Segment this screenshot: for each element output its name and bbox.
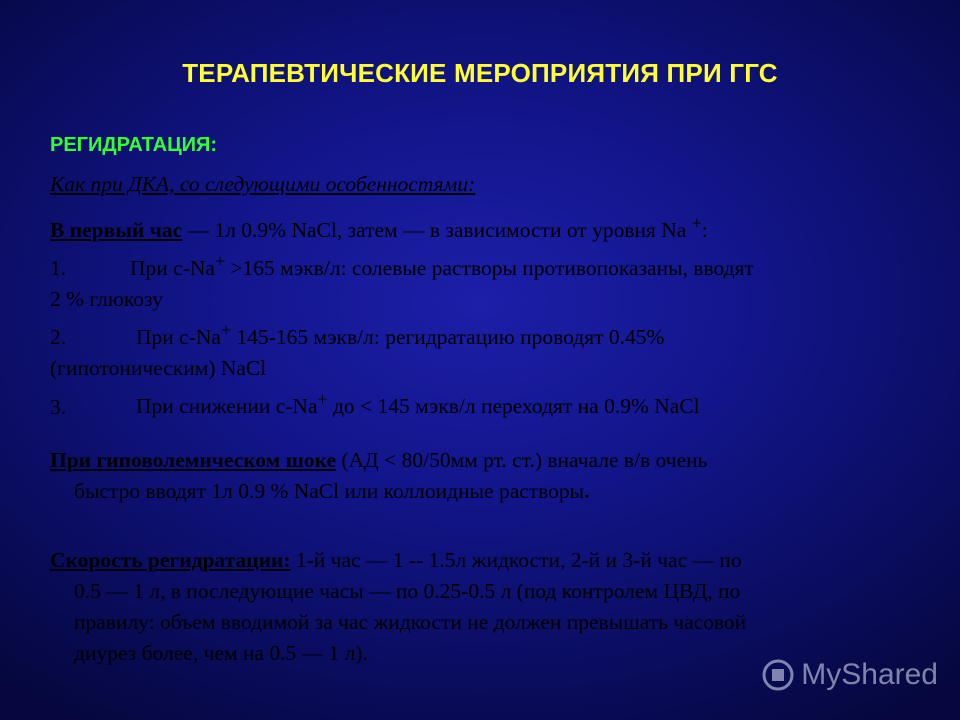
list-item-post: 145-165 мэкв/л: регидратацию проводят 0.45% bbox=[231, 325, 665, 350]
list-item-2 bbox=[50, 315, 930, 353]
slide-content bbox=[50, 122, 930, 669]
spacer bbox=[50, 507, 930, 545]
list-item-pre: При снижении с-Na bbox=[136, 394, 318, 419]
list-item-1 bbox=[50, 246, 930, 284]
shock-text-1: (АД < 80/50мм рт. ст.) вначале в/в очень bbox=[336, 447, 708, 472]
rate-line-2: 0.5 — 1 л, в последующие часы — по 0.25-0.5 л (под контролем ЦВД, по bbox=[74, 578, 741, 603]
shock-line-1 bbox=[50, 445, 930, 476]
list-item-pre: При с-Na bbox=[130, 256, 215, 281]
list-item-sup: + bbox=[317, 389, 328, 410]
first-hour-text: — 1л 0.9% NaCl, затем — в зависимости от уровня Na bbox=[182, 218, 692, 243]
list-item-sup: + bbox=[220, 320, 232, 341]
shock-dot: . bbox=[584, 478, 590, 503]
list-item-1-cont: 2 % глюкозу bbox=[50, 287, 163, 312]
watermark-text: MyShared bbox=[801, 658, 938, 691]
first-hour-end: : bbox=[701, 218, 708, 243]
subtitle: Как при ДКА, со следующими особенностями: bbox=[50, 172, 476, 196]
list-item-3 bbox=[50, 384, 930, 422]
watermark bbox=[761, 658, 938, 692]
rate-line-4: диурез более, чем на 0.5 — 1 л). bbox=[74, 640, 368, 665]
list-item-post: до < 145 мэкв/л переходят на 0.9% NaCl bbox=[327, 394, 700, 419]
section-heading: РЕГИДРАТАЦИЯ: bbox=[50, 134, 218, 156]
rate-line-3: правилу: объем вводимой за час жидкости не должен превышать часовой bbox=[74, 609, 747, 634]
list-item-number: 3. bbox=[50, 394, 67, 419]
list-item-number: 2. bbox=[50, 325, 67, 350]
spacer bbox=[50, 423, 930, 445]
myshared-logo-icon bbox=[761, 658, 795, 692]
list-item-number: 1. bbox=[50, 256, 67, 281]
rate-line-1 bbox=[50, 545, 930, 576]
first-hour-label: В первый час bbox=[50, 218, 183, 243]
list-item-2-cont: (гипотоническим) NaCl bbox=[50, 356, 267, 381]
list-item-post: >165 мэкв/л: солевые растворы противопоказаны, вводят bbox=[225, 256, 754, 281]
first-hour-sup: + bbox=[691, 213, 702, 233]
shock-label: При гиповолемическом шоке bbox=[50, 447, 336, 472]
shock-text-2: быстро вводят 1л 0.9 % NaCl или коллоидные растворы bbox=[74, 478, 585, 503]
first-hour-line bbox=[50, 208, 930, 246]
rate-label: Скорость регидратации: bbox=[50, 547, 291, 572]
slide-title: ТЕРАПЕВТИЧЕСКИЕ МЕРОПРИЯТИЯ ПРИ ГГС bbox=[182, 58, 778, 88]
list-item-sup: + bbox=[214, 251, 226, 272]
list-item-pre: При с-Na bbox=[136, 325, 221, 350]
rate-text-1: 1-й час — 1 -- 1.5л жидкости, 2-й и 3-й час — по bbox=[290, 547, 742, 572]
shock-line-2 bbox=[50, 476, 930, 507]
